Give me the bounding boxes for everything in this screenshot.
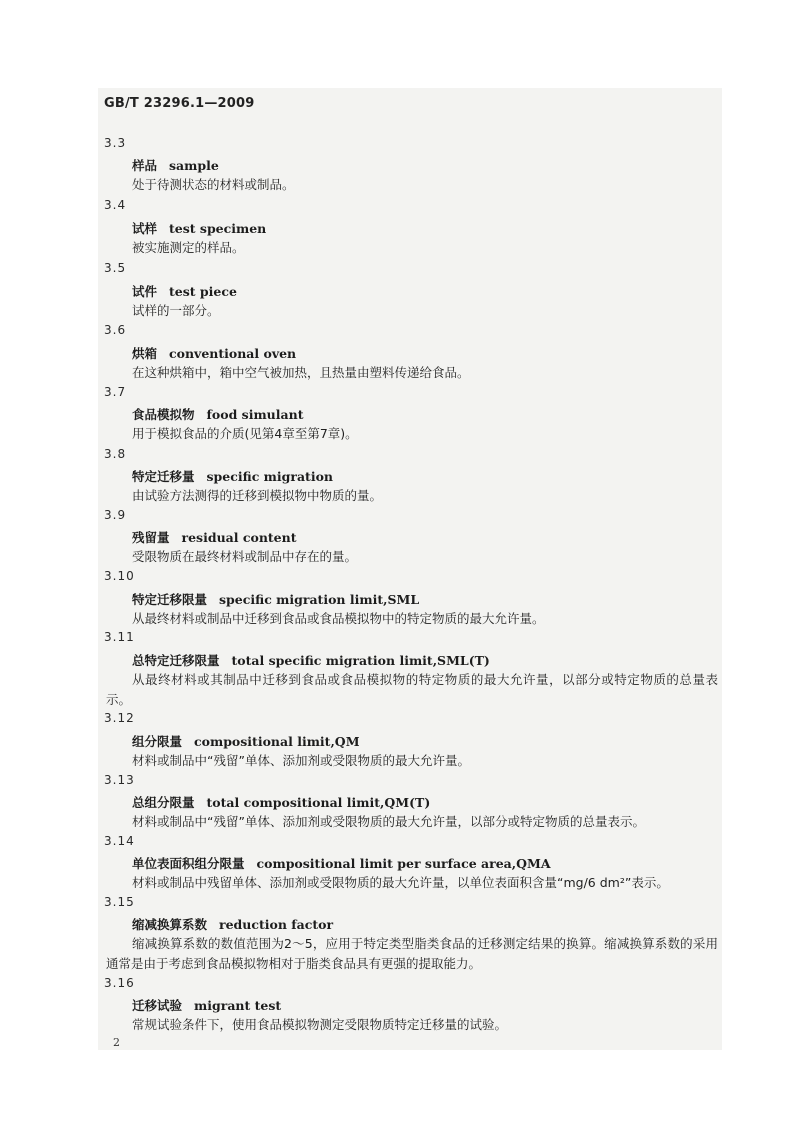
term-title xyxy=(132,405,303,423)
page-number: 2 xyxy=(113,1036,120,1049)
term-definition: 材料或制品中残留单体、添加剂或受限物质的最大允许量，以单位表面积含量“mg/6 dm²”表示。 xyxy=(132,875,669,890)
term-en: specific migration limit,SML xyxy=(219,592,420,607)
term-number: 3.4 xyxy=(104,198,127,212)
term-zh: 单位表面积组分限量 xyxy=(132,856,245,871)
term-zh: 食品模拟物 xyxy=(132,407,195,422)
term-en: reduction factor xyxy=(219,917,334,932)
term-definition: 由试验方法测得的迁移到模拟物中物质的量。 xyxy=(132,488,383,503)
term-en: migrant test xyxy=(194,998,282,1013)
term-title xyxy=(132,732,360,750)
term-definition: 处于待测状态的材料或制品。 xyxy=(132,177,295,192)
term-title xyxy=(132,528,297,546)
term-zh: 试件 xyxy=(132,284,158,299)
term-zh: 缩减换算系数 xyxy=(132,917,208,932)
term-number: 3.15 xyxy=(104,895,135,909)
term-number: 3.10 xyxy=(104,569,135,583)
term-definition: 受限物质在最终材料或制品中存在的量。 xyxy=(132,549,358,564)
term-definition: 从最终材料或制品中迁移到食品或食品模拟物中的特定物质的最大允许量。 xyxy=(132,611,545,626)
document-code: GB/T 23296.1—2009 xyxy=(104,96,255,111)
term-title xyxy=(132,996,281,1014)
term-zh: 组分限量 xyxy=(132,734,183,749)
term-zh: 样品 xyxy=(132,158,158,173)
term-definition: 缩减换算系数的数值范围为2～5，应用于特定类型脂类食品的迁移测定结果的换算。缩减换算系数的采用通常是由于考虑到食品模拟物相对于脂类食品具有更强的提取能力。 xyxy=(106,936,718,971)
term-number: 3.14 xyxy=(104,834,135,848)
term-definition: 在这种烘箱中，箱中空气被加热，且热量由塑料传递给食品。 xyxy=(132,365,470,380)
term-zh: 总特定迁移限量 xyxy=(132,653,220,668)
term-number: 3.12 xyxy=(104,711,135,725)
term-zh: 特定迁移量 xyxy=(132,469,195,484)
term-number: 3.16 xyxy=(104,976,135,990)
term-number: 3.13 xyxy=(104,773,135,787)
term-number: 3.7 xyxy=(104,385,127,399)
term-title xyxy=(132,219,266,237)
term-en: residual content xyxy=(181,530,297,545)
term-zh: 迁移试验 xyxy=(132,998,183,1013)
term-definition: 材料或制品中“残留”单体、添加剂或受限物质的最大允许量。 xyxy=(132,753,470,768)
term-en: compositional limit,QM xyxy=(194,734,360,749)
term-definition: 常规试验条件下，使用食品模拟物测定受限物质特定迁移量的试验。 xyxy=(132,1017,508,1032)
term-en: sample xyxy=(169,158,219,173)
term-en: specific migration xyxy=(206,469,334,484)
term-definition: 用于模拟食品的介质(见第4章至第7章)。 xyxy=(132,426,358,441)
term-zh: 烘箱 xyxy=(132,346,158,361)
term-title xyxy=(132,282,237,300)
term-definition: 从最终材料或其制品中迁移到食品或食品模拟物的特定物质的最大允许量，以部分或特定物质的总量表示。 xyxy=(106,672,718,707)
term-title xyxy=(132,793,430,811)
term-en: conventional oven xyxy=(169,346,297,361)
term-zh: 残留量 xyxy=(132,530,170,545)
term-number: 3.3 xyxy=(104,136,127,150)
term-zh: 总组分限量 xyxy=(132,795,195,810)
term-en: test piece xyxy=(169,284,237,299)
term-en: total specific migration limit,SML(T) xyxy=(231,653,490,668)
term-definition: 材料或制品中“残留”单体、添加剂或受限物质的最大允许量，以部分或特定物质的总量表示。 xyxy=(132,814,645,829)
term-title xyxy=(132,344,296,362)
term-en: compositional limit per surface area,QMA xyxy=(256,856,551,871)
term-number: 3.6 xyxy=(104,323,127,337)
term-title xyxy=(132,651,490,669)
term-en: food simulant xyxy=(206,407,304,422)
term-number: 3.11 xyxy=(104,630,135,644)
term-title xyxy=(132,915,333,933)
term-zh: 特定迁移限量 xyxy=(132,592,208,607)
term-number: 3.5 xyxy=(104,261,127,275)
term-definition: 被实施测定的样品。 xyxy=(132,240,245,255)
term-en: test specimen xyxy=(169,221,267,236)
term-number: 3.9 xyxy=(104,508,127,522)
term-number: 3.8 xyxy=(104,447,127,461)
term-title xyxy=(132,467,333,485)
term-zh: 试样 xyxy=(132,221,158,236)
term-en: total compositional limit,QM(T) xyxy=(206,795,431,810)
term-definition: 试样的一部分。 xyxy=(132,303,220,318)
term-title xyxy=(132,156,219,174)
term-title xyxy=(132,590,419,608)
term-title xyxy=(132,854,551,872)
